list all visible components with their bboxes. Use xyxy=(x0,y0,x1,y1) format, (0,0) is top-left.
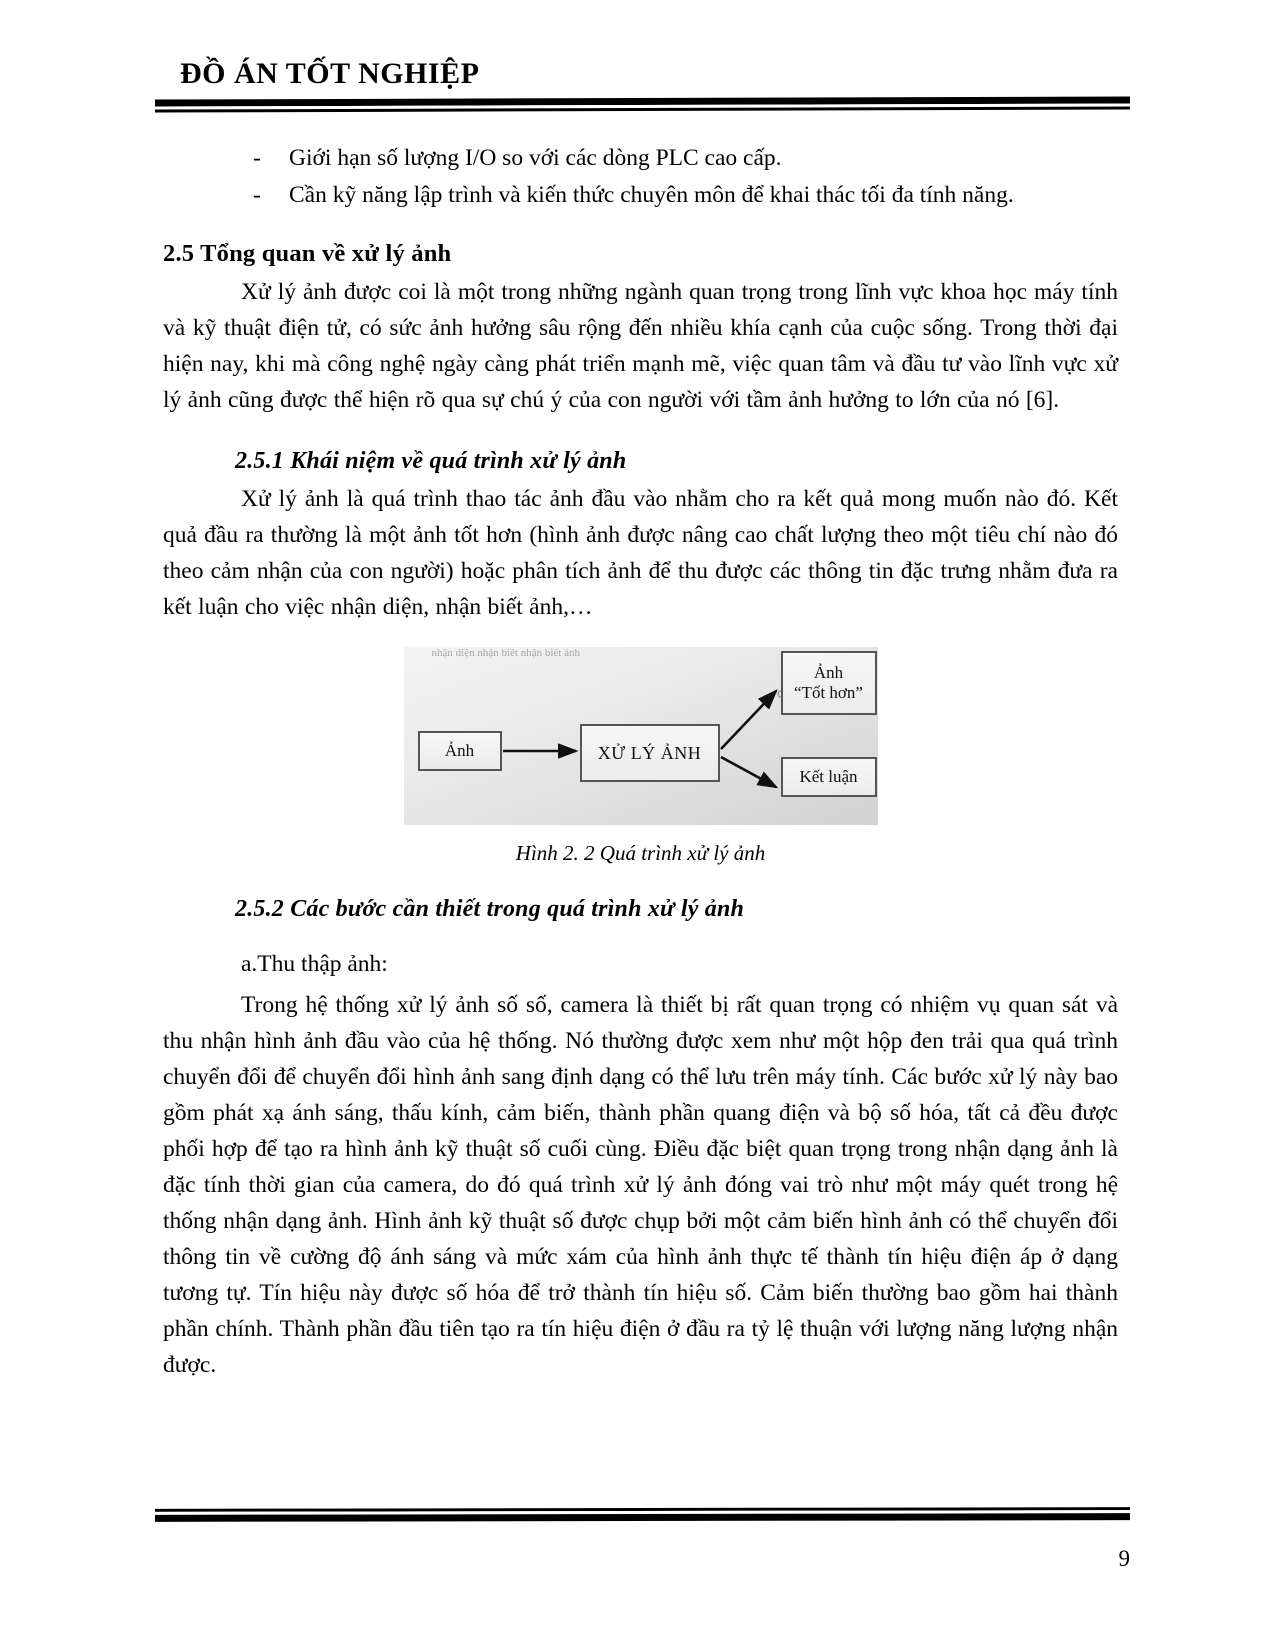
figure-node-conclusion xyxy=(781,757,877,797)
figure-node-conclusion-label: Kết luận xyxy=(799,767,858,786)
figure-node-better-image xyxy=(781,651,877,715)
footer-rule xyxy=(155,1507,1130,1522)
figure-2-2 xyxy=(163,647,1118,866)
figure-node-input-label: Ảnh xyxy=(444,741,475,760)
section-heading-2-5-2: 2.5.2 Các bước cần thiết trong quá trình xử lý ảnh xyxy=(235,896,745,922)
section-2-5-2-paragraph: Trong hệ thống xử lý ảnh số số, camera là thiết bị rất quan trọng có nhiệm vụ quan sát và thu nhận hình ảnh đầu vào của hệ thống. Nó thường được xem như một hộp đen trải qua quá trình chuyển đổi để chuyển đổi hình ảnh sang định dạng có thể lưu trên máy tính. Các bước xử lý này bao gồm phát xạ ánh sáng, thấu kính, cảm biến, thành phần quang điện và bộ số hóa, tất cả đều được phối hợp để tạo ra hình ảnh kỹ thuật số cuối cùng. Điều đặc biệt quan trọng trong nhận dạng ảnh là đặc tính thời gian của camera, do đó quá trình xử lý ảnh đóng vai trò như một máy quét trong hệ thống nhận dạng ảnh. Hình ảnh kỹ thuật số được chụp bởi một cảm biến hình ảnh có thể chuyển đổi thông tin về cường độ ánh sáng và mức xám của hình ảnh thực tế thành tín hiệu điện áp ở dạng tương tự. Tín hiệu này được số hóa để trở thành tín hiệu số. Cảm biến thường bao gồm hai thành phần chính. Thành phần đầu tiên tạo ra tín hiệu điện ở đầu ra tỷ lệ thuận với lượng năng lượng nhận được. xyxy=(163,992,1118,1378)
header-title: ĐỒ ÁN TỐT NGHIỆP xyxy=(180,57,480,90)
section-heading-2-5-1: 2.5.1 Khái niệm về quá trình xử lý ảnh xyxy=(235,448,627,474)
figure-image xyxy=(404,647,878,825)
bullet-marker: - xyxy=(253,182,261,208)
bullet-marker: - xyxy=(253,145,261,171)
section-2-5-paragraph: Xử lý ảnh được coi là một trong những ngành quan trọng trong lĩnh vực khoa học máy tính và kỹ thuật điện tử, có sức ảnh hưởng sâu rộng đến nhiều khía cạnh của cuộc sống. Trong thời đại hiện nay, khi mà công nghệ ngày càng phát triển mạnh mẽ, việc quan tâm và đầu tư vào lĩnh vực xử lý ảnh cũng được thể hiện rõ qua sự chú ý của con người với tầm ảnh hưởng to lớn của nó [6]. xyxy=(163,279,1118,413)
list-item xyxy=(163,140,1118,177)
header-rule xyxy=(155,96,1130,112)
section-2-5-1-paragraph: Xử lý ảnh là quá trình thao tác ảnh đầu vào nhằm cho ra kết quả mong muốn nào đó. Kết quả đầu ra thường là một ảnh tốt hơn (hình ảnh được nâng cao chất lượng theo một tiêu chí nào đó theo cảm nhận của con người) hoặc phân tích ảnh để thu được các thông tin đặc trưng nhằm đưa ra kết luận cho việc nhận diện, nhận biết ảnh,… xyxy=(163,486,1118,620)
bullet-list xyxy=(163,140,1118,214)
bullet-text: Giới hạn số lượng I/O so với các dòng PLC cao cấp. xyxy=(289,145,782,171)
figure-node-input xyxy=(418,731,502,771)
list-item xyxy=(163,177,1118,214)
figure-node-process-label: XỬ LÝ ẢNH xyxy=(597,743,702,763)
page-footer xyxy=(155,1508,1130,1571)
bullet-text: Cần kỹ năng lập trình và kiến thức chuyên môn để khai thác tối đa tính năng. xyxy=(289,182,1014,208)
figure-ghost-text: nhận diện nhận biết nhận biết ảnh xyxy=(431,649,580,658)
section-heading-2-5: 2.5 Tổng quan về xử lý ảnh xyxy=(163,240,452,267)
subsection-label-a: a.Thu thập ảnh: xyxy=(241,951,388,977)
figure-node-better-line1: Ảnh xyxy=(813,663,844,682)
page-header xyxy=(155,58,1130,111)
footer-rule-thick xyxy=(155,1513,1130,1522)
figure-node-better-line2: “Tốt hơn” xyxy=(794,683,863,702)
page-content xyxy=(163,140,1118,1383)
page-number: 9 xyxy=(1118,1546,1130,1571)
figure-caption: Hình 2. 2 Quá trình xử lý ảnh xyxy=(515,841,766,865)
figure-node-process xyxy=(580,724,720,782)
